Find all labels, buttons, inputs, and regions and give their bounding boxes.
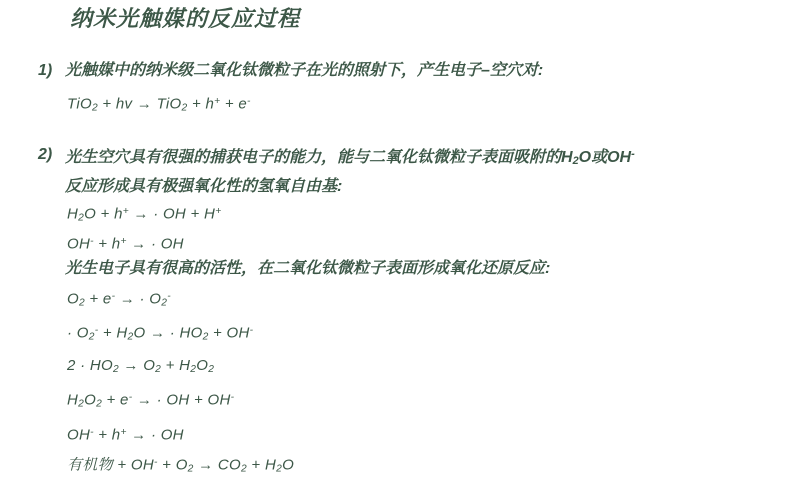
item-1-text: 光触媒中的纳米级二氧化钛微粒子在光的照射下，产生电子–空穴对: [65,62,544,79]
eq-water-hole: $H_2O + h^+$ → · OH + H+ [67,205,222,224]
eq-oxygen-electron: $O_2 + e^-$ → · $O_2^-$ [67,290,171,309]
item-2-text-line-3: 光生电子具有很高的活性，在二氧化钛微粒子表面形成氧化还原反应: [65,259,551,277]
item-2-text-line-1: 光生空穴具有很强的捕获电子的能力，能与二氧化钛微粒子表面吸附的$H_2O$或OH- [65,147,635,167]
eq-peroxide-formation: $2 \cdot HO_2 \to O_2 + H_2O_2$ [67,357,215,376]
eq-hydroxide-hole-2: OH- + h+ → · OH [67,426,184,444]
eq-organic-mineralization: 有机物 + $OH^- + O_2 \to CO_2 + H_2O$ [67,456,295,475]
eq-superoxide-water: · $O_2^- + H_2O$ → · $HO_2 + OH^-$ [67,325,254,344]
slide-title: 纳米光触媒的反应过程 [70,6,301,31]
eq-peroxide-electron: $H_2O_2 + e^-$ → · OH + OH- [67,391,235,410]
eq-photoexcitation: TiO$_2$ + hv → TiO$_2$ + h+ + e- [67,95,251,114]
item-2-number: 2) [38,145,53,163]
item-1-number: 1) [38,62,53,79]
list-item-2 [38,142,790,199]
eq-hydroxide-hole: OH- + h+ → · OH [67,235,184,253]
list-item-1 [38,58,790,83]
item-2-text-line-2: 反应形成具有极强氧化性的氢氧自由基: [65,177,343,195]
